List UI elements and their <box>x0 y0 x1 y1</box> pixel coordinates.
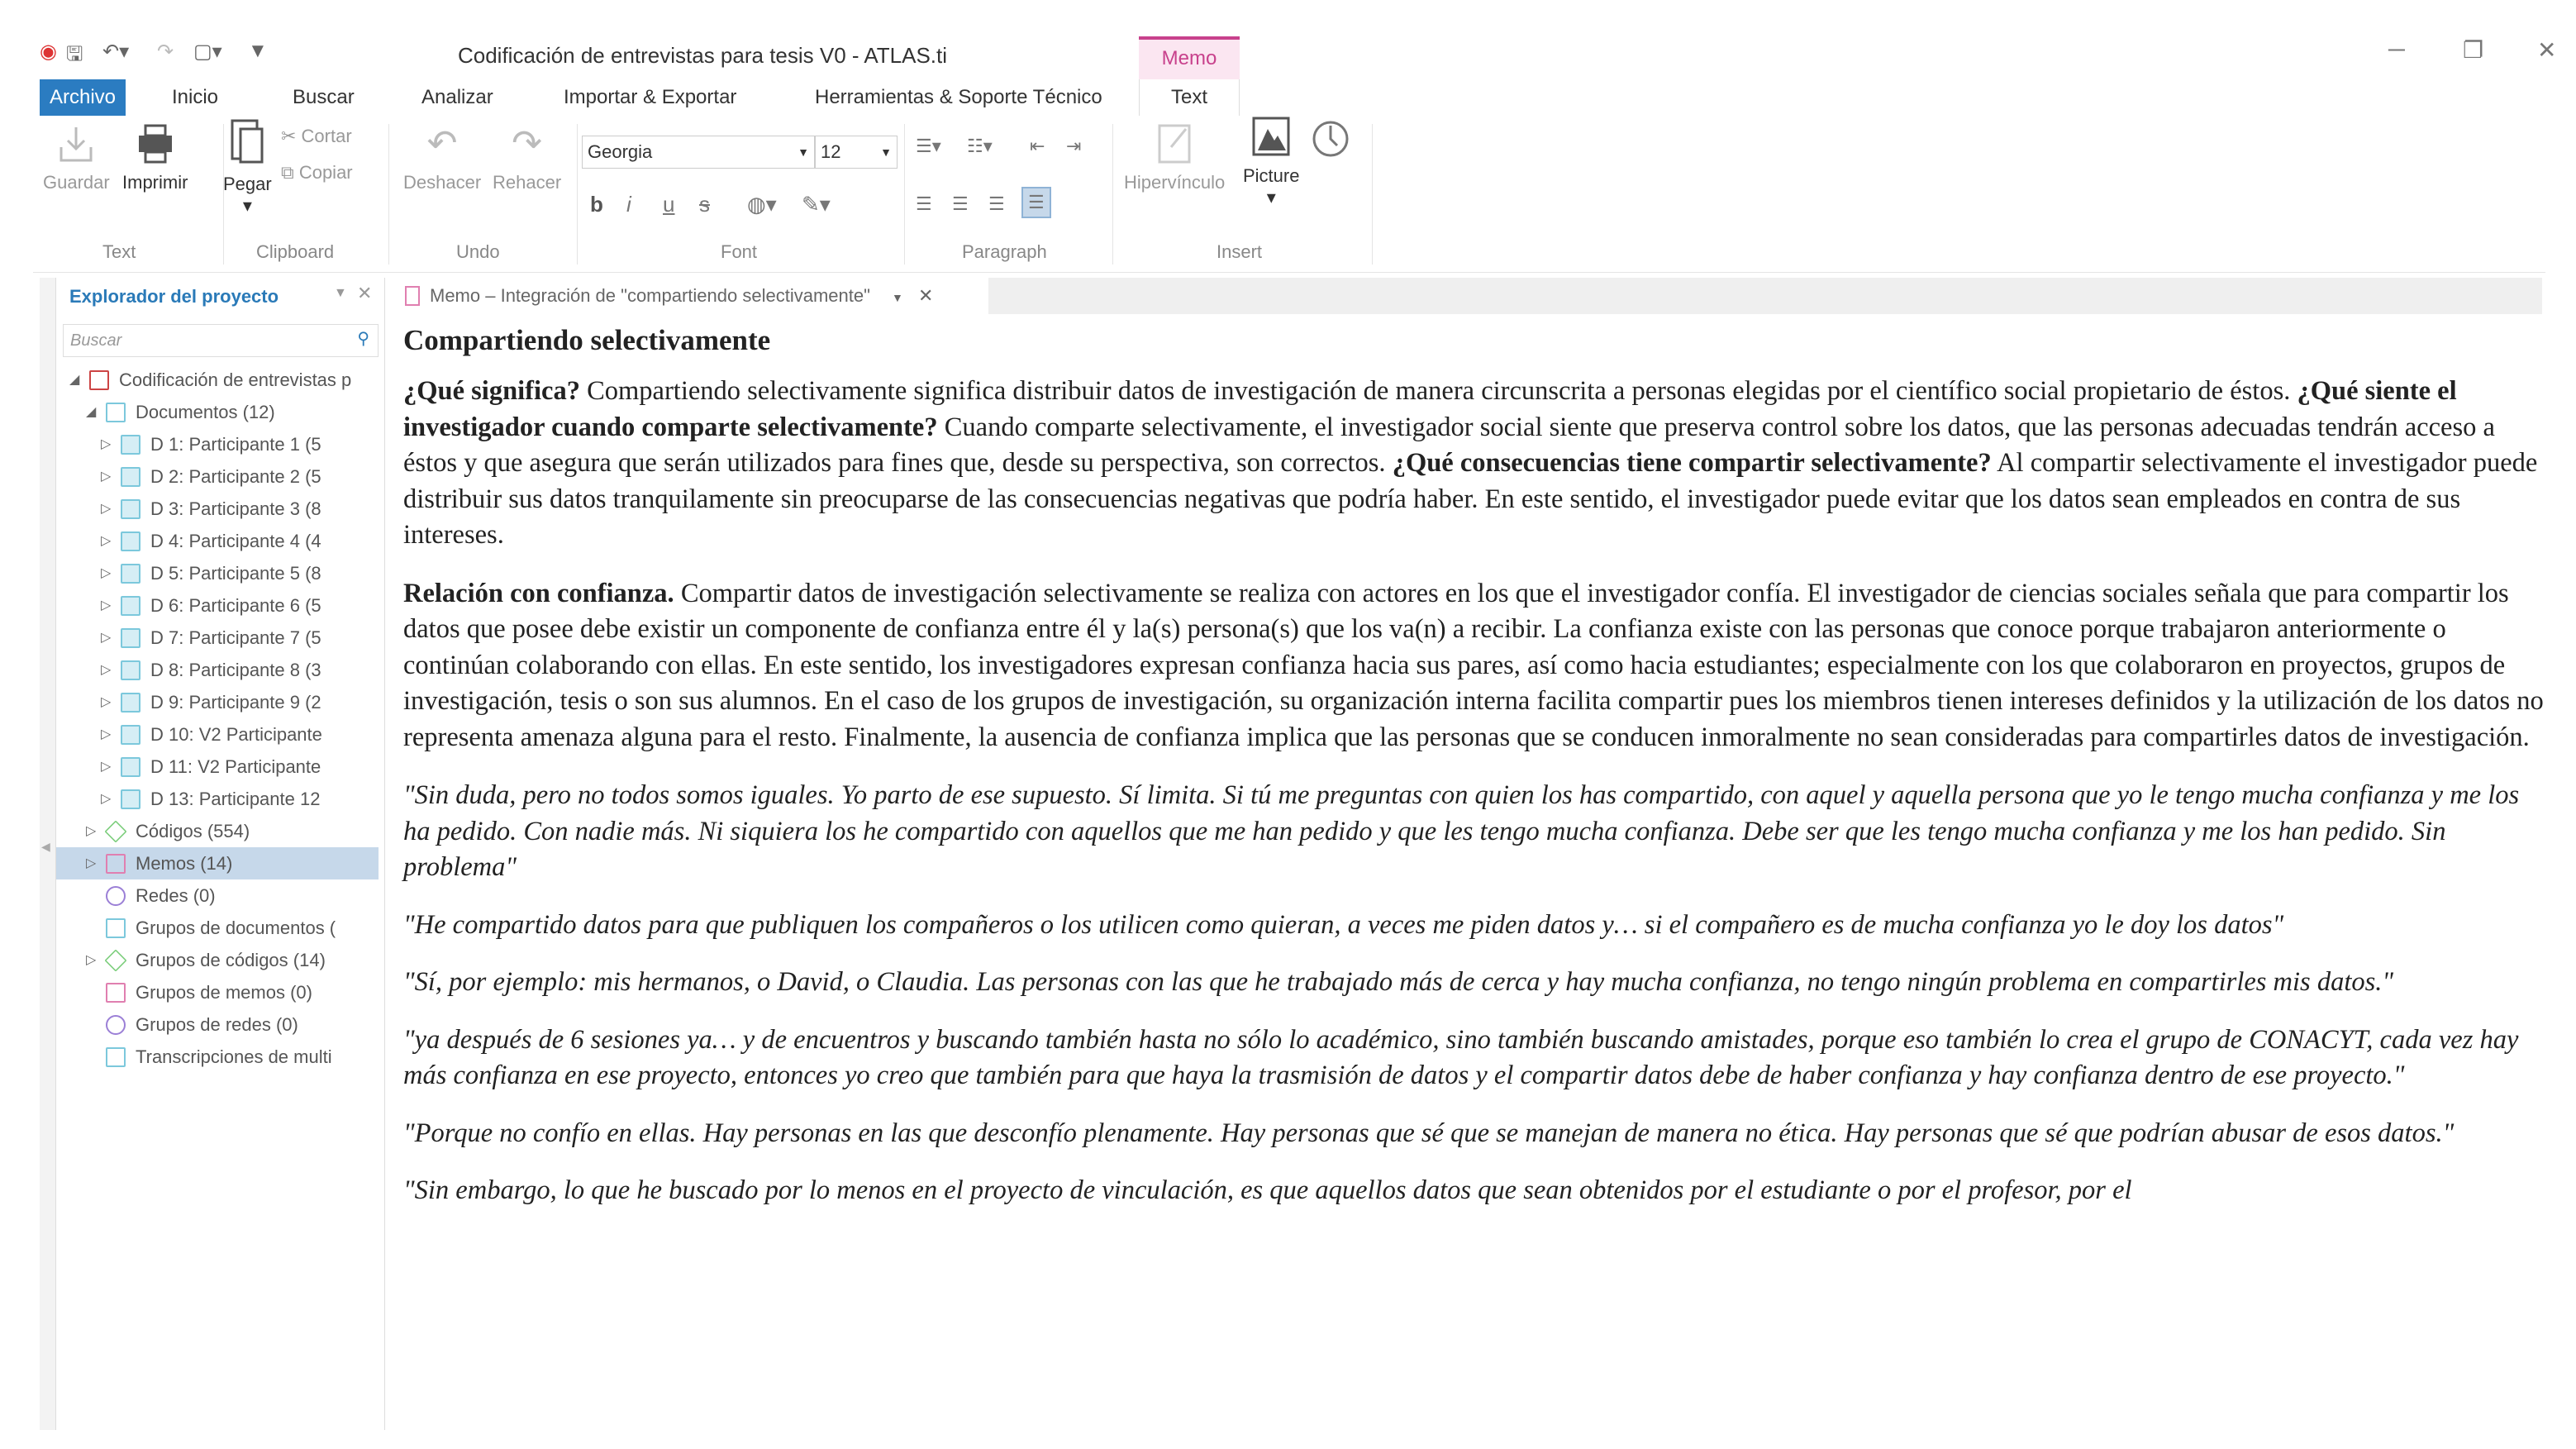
search-placeholder: Buscar <box>70 331 122 350</box>
tree-item-label: D 2: Participante 2 (5 <box>150 466 321 487</box>
expand-arrow-icon[interactable]: ▷ <box>101 502 112 516</box>
hyperlink-label: Hipervínculo <box>1124 172 1226 193</box>
expand-arrow-icon[interactable]: ▷ <box>101 695 112 709</box>
timestamp-button[interactable] <box>1311 117 1350 167</box>
code-icon <box>104 820 126 842</box>
justify-icon[interactable]: ☰ <box>1021 187 1051 218</box>
title-bar <box>0 0 2576 79</box>
project-search-input[interactable] <box>63 324 379 357</box>
print-icon <box>136 122 175 164</box>
document-icon <box>121 596 140 616</box>
tree-item-label: D 10: V2 Participante <box>150 724 322 745</box>
bold-question: ¿Qué consecuencias tiene compartir selectivamente? <box>1392 448 1992 478</box>
text-run: "Sin embargo, lo que he buscado por lo menos en el proyecto de vinculación, es que aquellos datos que sean obtenidos por el estudiante o por el profesor, por el <box>403 1175 2132 1205</box>
text-run: Al compartir selectivamente el investigador puede distribuir sus datos tranquilamente sin preocuparse de las consecuencias negativas que podría haber. En este sentido, el investigador puede evitar que los datos sean empleados en contra de sus intereses. <box>403 448 2538 550</box>
redo-label: Rehacer <box>493 172 562 193</box>
tree-item[interactable] <box>56 589 379 622</box>
picture-icon <box>1251 116 1291 157</box>
tree-item[interactable] <box>56 976 379 1008</box>
network-group-icon <box>106 1015 126 1035</box>
project-explorer <box>56 278 385 1430</box>
tab-archivo[interactable]: Archivo <box>40 79 126 116</box>
expand-arrow-icon[interactable]: ▷ <box>101 663 112 677</box>
undo-icon: ↶ <box>426 123 458 164</box>
tree-item[interactable] <box>56 557 379 589</box>
bold-question: ¿Qué significa? <box>403 376 580 406</box>
text-run: Compartir datos de investigación selectivamente se realiza con actores en los que el investigador confía. El investigador de ciencias sociales señala que para compartir los datos que posee debe existir un componente de confianza entre él y la(s) persona(s) que los va(n) a recibir. La confianza existe con las personas que conoce porque trabajaron anteriormente o continúan colaborando con ellas. En este sentido, los investigadores expresan confianza hacia sus pares, así como hacia estudiantes; especialmente con los que colaboraron en proyectos, grupos de investigación, tesis o son sus alumnos. En el caso de los grupos de investigación, su organización interna facilita compartir pues los miembros tienen intereses definidos y la utilización de los datos no representa amenaza alguna para el resto. Finalmente, la ausencia de confianza implica que las personas que se conducen inmoralmente no sean consideradas para compartirles datos de investigación. <box>403 578 2544 752</box>
font-name-value: Georgia <box>588 141 653 162</box>
interview-quote <box>403 1173 2545 1209</box>
document-icon <box>121 499 140 519</box>
group-label-undo: Undo <box>456 241 500 262</box>
tree-item[interactable] <box>56 1008 379 1041</box>
clock-icon <box>1311 117 1350 159</box>
highlight-icon[interactable]: ✎▾ <box>802 192 831 217</box>
project-explorer-title: Explorador del proyecto <box>69 286 279 307</box>
tree-item-label: D 3: Participante 3 (8 <box>150 498 321 519</box>
tree-item-label: D 4: Participante 4 (4 <box>150 531 321 551</box>
ribbon-tabs <box>0 79 2576 116</box>
project-icon <box>89 370 109 390</box>
text-run: "Porque no confío en ellas. Hay personas en las que desconfío plenamente. Hay personas que sé que se manejan de manera no ética. Hay personas que sé que podrían abusar de esos datos." <box>403 1118 2455 1148</box>
text-run: "Sí, por ejemplo: mis hermanos, o David, o Claudia. Las personas con las que he trabajado más de cerca y hay mucha confianza, no tengo ningún problema en compartirles mis datos." <box>403 967 2394 997</box>
expand-arrow-icon[interactable]: ▷ <box>101 727 112 741</box>
minimize-button[interactable]: ─ <box>2388 36 2405 62</box>
window-title: Codificación de entrevistas para tesis V0 - ATLAS.ti <box>457 43 948 68</box>
document-icon <box>121 789 140 809</box>
tree-item-label: Transcripciones de multi <box>136 1046 332 1067</box>
document-icon <box>121 660 140 680</box>
tree-item-label: D 6: Participante 6 (5 <box>150 595 321 616</box>
expand-arrow-icon[interactable]: ▷ <box>86 824 97 838</box>
expand-arrow-icon[interactable]: ▷ <box>101 631 112 645</box>
group-label-clipboard: Clipboard <box>256 241 335 262</box>
collapse-arrow-icon[interactable]: ◢ <box>69 373 80 387</box>
picture-label: Picture <box>1243 165 1300 186</box>
memo-icon <box>405 286 420 306</box>
text-run: "He compartido datos para que publiquen los compañeros o los utilicen como quieran, a veces me piden datos y… si el compañero es de mucha confianza yo le doy los datos" <box>403 909 2284 940</box>
memo-tab-label: Memo – Integración de "compartiendo selectivamente" <box>430 285 870 306</box>
customize-quick-access-icon[interactable]: ▼ <box>248 40 268 62</box>
copy-button[interactable] <box>281 162 353 184</box>
tree-item-label: Grupos de códigos (14) <box>136 950 326 970</box>
align-center-icon[interactable]: ☰ <box>952 193 969 214</box>
tree-item[interactable] <box>56 686 379 718</box>
text-run: "ya después de 6 sesiones ya… y de encuentros y buscando también hasta no sólo lo académico, sino también buscando amistades, porque eso también lo crea el grupo de CONACYT, cada vez hay más confianza en ese proyecto, entonces yo creo que también para que haya la trasmisión de datos y el compartir datos debe de haber confianza y hay confianza dentro de ese proyecto." <box>403 1024 2519 1090</box>
redo-button[interactable] <box>493 122 561 193</box>
decrease-indent-icon[interactable]: ⇤ <box>1030 136 1045 156</box>
group-label-font: Font <box>721 241 758 262</box>
interview-quote <box>403 908 2545 944</box>
folder-icon <box>106 403 126 422</box>
search-icon[interactable]: ⚲ <box>357 330 369 348</box>
tree-item[interactable] <box>56 654 379 686</box>
collapse-arrow-icon[interactable]: ◢ <box>86 405 97 419</box>
expand-arrow-icon[interactable]: ▷ <box>101 469 112 484</box>
document-icon <box>121 757 140 777</box>
save-label: Guardar <box>43 172 110 193</box>
tree-item-label: Memos (14) <box>136 853 233 874</box>
tree-item[interactable] <box>56 879 379 912</box>
paste-icon <box>227 116 267 165</box>
interview-quote <box>403 965 2545 1001</box>
group-label-insert: Insert <box>1217 241 1263 262</box>
document-tab-bar <box>393 278 2542 314</box>
paste-label: Pegar <box>223 174 272 194</box>
close-window-button[interactable]: ✕ <box>2537 37 2557 63</box>
document-icon <box>121 435 140 455</box>
print-label: Imprimir <box>122 172 188 193</box>
tree-item-label: D 7: Participante 7 (5 <box>150 627 321 648</box>
group-label-text: Text <box>102 241 136 262</box>
numbered-list-icon[interactable]: ☷▾ <box>967 136 993 156</box>
hyperlink-icon <box>1155 122 1194 164</box>
expand-arrow-icon[interactable]: ▷ <box>101 534 112 548</box>
document-icon <box>121 628 140 648</box>
text-run: Compartiendo selectivamente significa distribuir datos de investigación de manera circunscrita a personas elegidas por el científico social propietario de éstos. <box>579 376 2297 406</box>
strikethrough-button[interactable]: s <box>699 192 710 217</box>
expand-arrow-icon[interactable]: ▷ <box>101 598 112 612</box>
underline-button[interactable]: u <box>663 192 675 217</box>
save-quick-icon[interactable]: 🖫 <box>66 43 83 65</box>
memo-heading: Compartiendo selectivamente <box>403 324 771 356</box>
tab-buscar[interactable]: Buscar <box>293 86 355 108</box>
expand-arrow-icon[interactable]: ▷ <box>101 760 112 774</box>
tree-item[interactable] <box>56 815 379 847</box>
interview-quote <box>403 778 2545 886</box>
tree-item[interactable] <box>56 751 379 783</box>
cut-button[interactable] <box>281 126 352 147</box>
code-group-icon <box>104 949 126 971</box>
save-button[interactable] <box>43 122 110 193</box>
tree-item[interactable] <box>56 460 379 493</box>
atlas-logo-icon: ◉ <box>40 41 57 63</box>
increase-indent-icon[interactable]: ⇥ <box>1066 136 1082 156</box>
tree-item-label: Grupos de documentos ( <box>136 918 336 938</box>
expand-arrow-icon[interactable]: ▷ <box>101 566 112 580</box>
tree-item-label: Codificación de entrevistas p <box>119 369 352 390</box>
save-icon <box>56 122 96 164</box>
tree-item[interactable] <box>56 622 379 654</box>
ribbon <box>33 116 2545 273</box>
panel-close-icon[interactable]: ✕ <box>357 283 373 303</box>
tree-item-label: Grupos de memos (0) <box>136 982 312 1003</box>
tab-menu-icon[interactable]: ▼ <box>892 291 903 304</box>
font-size-value: 12 <box>821 141 841 162</box>
group-label-paragraph: Paragraph <box>962 241 1047 262</box>
undo-label: Deshacer <box>403 172 482 193</box>
tree-item[interactable] <box>56 912 379 944</box>
copy-icon: ⧉ <box>281 162 299 183</box>
tree-item-label: Documentos (12) <box>136 402 275 422</box>
tree-item[interactable] <box>56 1041 379 1073</box>
expand-arrow-icon[interactable]: ▷ <box>86 953 97 967</box>
redo-quick-icon[interactable]: ↷ <box>157 41 174 63</box>
tab-inicio[interactable]: Inicio <box>172 86 219 108</box>
align-left-icon[interactable]: ☰ <box>916 193 932 214</box>
tree-item-label: D 11: V2 Participante <box>150 756 321 777</box>
tree-item-label: D 13: Participante 12 <box>150 789 321 809</box>
maximize-button[interactable]: ❐ <box>2463 37 2484 63</box>
tree-item[interactable] <box>56 783 379 815</box>
tab-text[interactable]: Text <box>1139 79 1240 116</box>
font-name-select[interactable]: Georgia ▼ <box>582 136 815 169</box>
undo-button[interactable] <box>403 122 481 193</box>
network-icon <box>106 886 126 906</box>
font-color-icon[interactable]: ◍▾ <box>747 192 777 217</box>
text-run: "Sin duda, pero no todos somos iguales. Yo parto de ese supuesto. Sí limita. Si tú me preguntas con quien los has compartido, con aquel y aquella persona que yo le tengo mucha confianza y me los ha pedido. Con nadie más. Ni siquiera los he compartido con aquellos que me han pedido y que les tengo mucha confianza. Debe ser que les tengo mucha confianza y me los han pedido. Sin problema" <box>403 780 2520 882</box>
tree-item-label: D 8: Participante 8 (3 <box>150 660 321 680</box>
align-right-icon[interactable]: ☰ <box>988 193 1005 214</box>
tree-item-label: Grupos de redes (0) <box>136 1014 298 1035</box>
document-icon <box>121 564 140 584</box>
bold-question: Relación con confianza. <box>403 578 674 608</box>
transcription-icon <box>106 1047 126 1067</box>
tree-item[interactable] <box>56 944 379 976</box>
memo-editor[interactable] <box>403 324 2545 1231</box>
expand-arrow-icon[interactable]: ▷ <box>101 792 112 806</box>
bold-button[interactable]: b <box>590 192 603 217</box>
bold-question: ¿Qué siente el investigador cuando comparte selectivamente? <box>403 376 2457 442</box>
memo-paragraph <box>403 374 2545 554</box>
expand-arrow-icon[interactable]: ▷ <box>101 437 112 451</box>
text-run: Cuando comparte selectivamente, el investigador social siente que preserva control sobre los datos, que las personas adecuadas tendrán acceso a éstos y que asegura que serán utilizados para fines que, desde su perspectiva, son correctos. <box>403 412 2495 478</box>
tree-item[interactable] <box>56 847 379 879</box>
tab-importar-exportar[interactable]: Importar & Exportar <box>564 86 737 108</box>
tree-item[interactable] <box>56 718 379 751</box>
memo-paragraph <box>403 576 2545 756</box>
window-layout-icon[interactable]: ▢▾ <box>193 41 222 63</box>
memo-icon <box>106 854 126 874</box>
tree-item[interactable] <box>56 396 379 428</box>
font-size-select[interactable]: 12 ▼ <box>815 136 898 169</box>
italic-button[interactable]: i <box>626 192 631 217</box>
document-icon <box>121 693 140 713</box>
bullet-list-icon[interactable]: ☰▾ <box>916 136 941 156</box>
tree-item[interactable] <box>56 364 379 396</box>
tab-close-icon[interactable]: ✕ <box>918 285 934 306</box>
tree-item[interactable] <box>56 493 379 525</box>
redo-icon: ↷ <box>512 123 543 164</box>
tree-item-label: Códigos (554) <box>136 821 250 841</box>
hyperlink-button[interactable] <box>1124 122 1225 193</box>
collapse-gutter[interactable]: ◀ <box>40 278 56 1430</box>
interview-quote <box>403 1022 2545 1094</box>
tree-item-label: D 9: Participante 9 (2 <box>150 692 321 713</box>
scissors-icon: ✂ <box>281 126 302 146</box>
expand-arrow-icon[interactable]: ▷ <box>86 856 97 870</box>
tab-analizar[interactable]: Analizar <box>421 86 493 108</box>
memo-document-tab[interactable] <box>393 278 988 314</box>
tree-item-label: D 1: Participante 1 (5 <box>150 434 321 455</box>
paste-button[interactable]: Pegar ▾ <box>223 116 272 217</box>
cut-label: Cortar <box>301 126 352 146</box>
interview-quote <box>403 1116 2545 1152</box>
picture-button[interactable]: Picture ▾ <box>1243 116 1299 208</box>
memo-context-tab: Memo <box>1139 36 1240 79</box>
tree-item-label: D 5: Participante 5 (8 <box>150 563 321 584</box>
tree-item-label: Redes (0) <box>136 885 216 906</box>
print-button[interactable] <box>122 122 188 193</box>
document-group-icon <box>106 918 126 938</box>
tab-herramientas[interactable]: Herramientas & Soporte Técnico <box>815 86 1102 108</box>
document-icon <box>121 531 140 551</box>
memo-group-icon <box>106 983 126 1003</box>
document-icon <box>121 467 140 487</box>
memo-body <box>403 374 2545 1209</box>
undo-quick-icon[interactable]: ↶▾ <box>102 41 130 63</box>
document-icon <box>121 725 140 745</box>
tree-item[interactable] <box>56 525 379 557</box>
tree-item[interactable] <box>56 428 379 460</box>
copy-label: Copiar <box>298 162 353 183</box>
panel-menu-icon[interactable]: ▼ <box>334 286 347 300</box>
